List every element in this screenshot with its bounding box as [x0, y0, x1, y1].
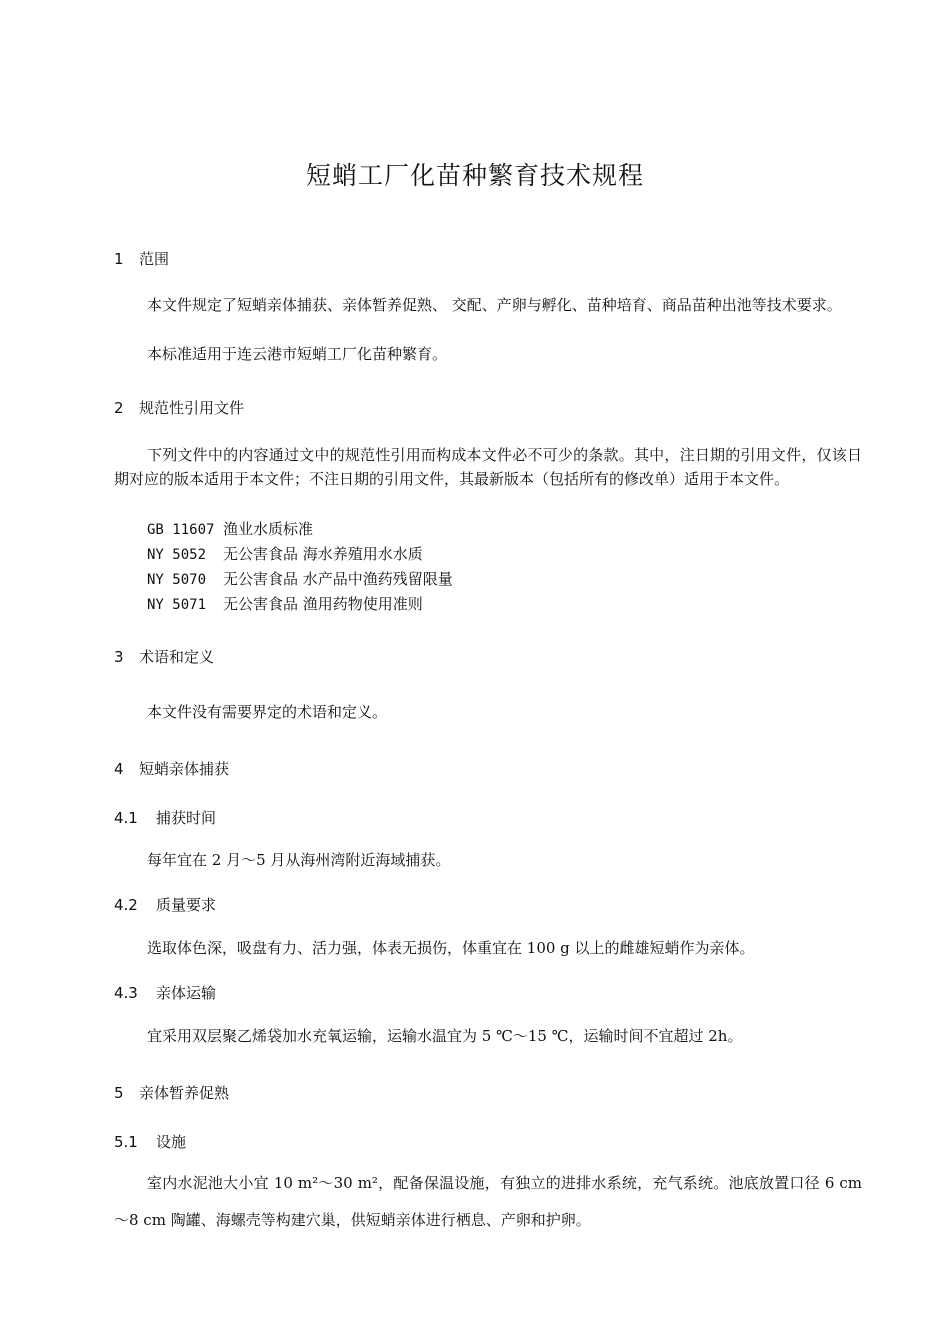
- paragraph: 每年宜在 2 月～5 月从海州湾附近海域捕获。: [147, 851, 451, 869]
- section-title: 亲体暂养促熟: [139, 1084, 230, 1102]
- subsection-title: 捕获时间: [156, 809, 217, 827]
- section-title: 范围: [139, 250, 170, 268]
- reference-name: 无公害食品 渔用药物使用准则: [223, 595, 423, 613]
- section-title: 短蛸亲体捕获: [139, 760, 230, 778]
- section-heading-2: [114, 397, 244, 418]
- section-heading-5: [114, 1082, 229, 1103]
- section-number: 5: [114, 1084, 124, 1102]
- subsection-title: 质量要求: [156, 896, 217, 914]
- section-title: 术语和定义: [139, 648, 215, 666]
- section-title: 规范性引用文件: [139, 399, 245, 417]
- section-heading-4: [114, 758, 229, 779]
- paragraph: 室内水泥池大小宜 10 m²～30 m²，配备保温设施，有独立的进排水系统，充气系统。池底放置口径 6 cm～8 cm 陶罐、海螺壳等构建穴巢，供短蛸亲体进行栖息、产卵和护卵。: [114, 1174, 862, 1229]
- reference-item: [147, 518, 313, 539]
- subsection-heading-4-2: [114, 894, 216, 915]
- reference-name: 无公害食品 水产品中渔药残留限量: [223, 570, 453, 588]
- reference-item: [147, 593, 423, 614]
- paragraph: 本文件规定了短蛸亲体捕获、亲体暂养促熟、 交配、产卵与孵化、苗种培育、商品苗种出池等技术要求。: [147, 296, 842, 314]
- section-number: 4: [114, 760, 124, 778]
- paragraph: 选取体色深，吸盘有力、活力强，体表无损伤，体重宜在 100 g 以上的雌雄短蛸作为亲体。: [147, 939, 755, 957]
- paragraph: 宜采用双层聚乙烯袋加水充氧运输，运输水温宜为 5 ℃～15 ℃，运输时间不宜超过 2h。: [147, 1027, 743, 1045]
- reference-code: NY 5070: [147, 572, 207, 588]
- reference-item: [147, 543, 423, 564]
- subsection-title: 设施: [156, 1133, 187, 1151]
- subsection-number: 4.2: [114, 896, 138, 914]
- reference-code: NY 5071: [147, 597, 207, 613]
- paragraph: 下列文件中的内容通过文中的规范性引用而构成本文件必不可少的条款。其中，注日期的引用文件，仅该日期对应的版本适用于本文件；不注日期的引用文件，其最新版本（包括所有的修改单）适用于本文件。: [114, 446, 862, 488]
- section-heading-1: [114, 248, 169, 269]
- section-number: 2: [114, 399, 124, 417]
- subsection-heading-5-1: [114, 1131, 186, 1152]
- paragraph: 本标准适用于连云港市短蛸工厂化苗种繁育。: [147, 345, 448, 363]
- section-number: 1: [114, 250, 124, 268]
- subsection-number: 4.1: [114, 809, 138, 827]
- reference-code: GB 11607: [147, 522, 215, 538]
- paragraph: 本文件没有需要界定的术语和定义。: [147, 703, 388, 721]
- reference-name: 渔业水质标准: [223, 520, 314, 538]
- reference-name: 无公害食品 海水养殖用水水质: [223, 545, 423, 563]
- subsection-heading-4-1: [114, 807, 216, 828]
- reference-code: NY 5052: [147, 547, 207, 563]
- subsection-title: 亲体运输: [156, 984, 217, 1002]
- reference-item: [147, 568, 453, 589]
- subsection-number: 4.3: [114, 984, 138, 1002]
- section-number: 3: [114, 648, 124, 666]
- section-heading-3: [114, 646, 214, 667]
- subsection-heading-4-3: [114, 982, 216, 1003]
- subsection-number: 5.1: [114, 1133, 138, 1151]
- document-title: 短蛸工厂化苗种繁育技术规程: [305, 161, 644, 190]
